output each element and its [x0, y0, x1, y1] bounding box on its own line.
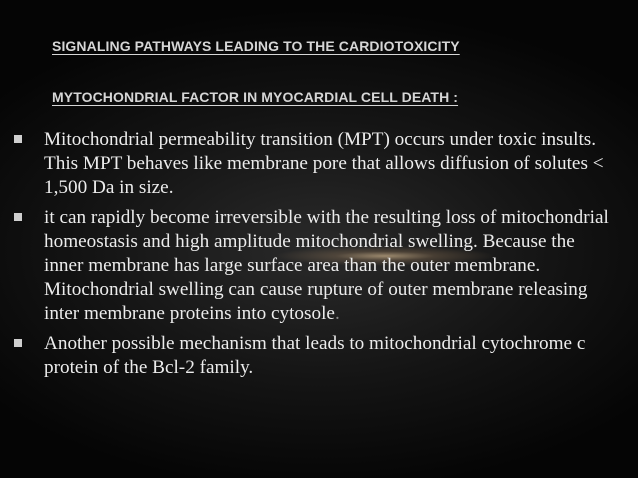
square-bullet-icon — [14, 213, 22, 221]
bullet-list — [14, 128, 614, 386]
bullet-item — [14, 206, 614, 326]
bullet-item — [14, 128, 614, 200]
square-bullet-icon — [14, 339, 22, 347]
square-bullet-icon — [14, 135, 22, 143]
bullet-text: Mitochondrial permeability transition (MPT) occurs under toxic insults. This MPT behaves like membrane pore that allows diffusion of solutes < 1,500 Da in size. — [44, 129, 604, 198]
bullet-item — [14, 332, 614, 380]
bullet-text: Another possible mechanism that leads to mitochondrial cytochrome c protein of the Bcl-2 family. — [44, 333, 586, 378]
bullet-trailing-period: . — [334, 303, 340, 324]
slide-title: SIGNALING PATHWAYS LEADING TO THE CARDIOTOXICITY — [52, 38, 460, 54]
bullet-text: it can rapidly become irreversible with the resulting loss of mitochondrial homeostasis and high amplitude mitochondrial swelling. Because the inner membrane has large surface area than the outer membrane. Mitochondrial swelling can cause rupture of outer membrane releasing inter membrane proteins into cytosole — [44, 207, 609, 324]
slide-subtitle: MYTOCHONDRIAL FACTOR IN MYOCARDIAL CELL DEATH : — [52, 89, 459, 105]
